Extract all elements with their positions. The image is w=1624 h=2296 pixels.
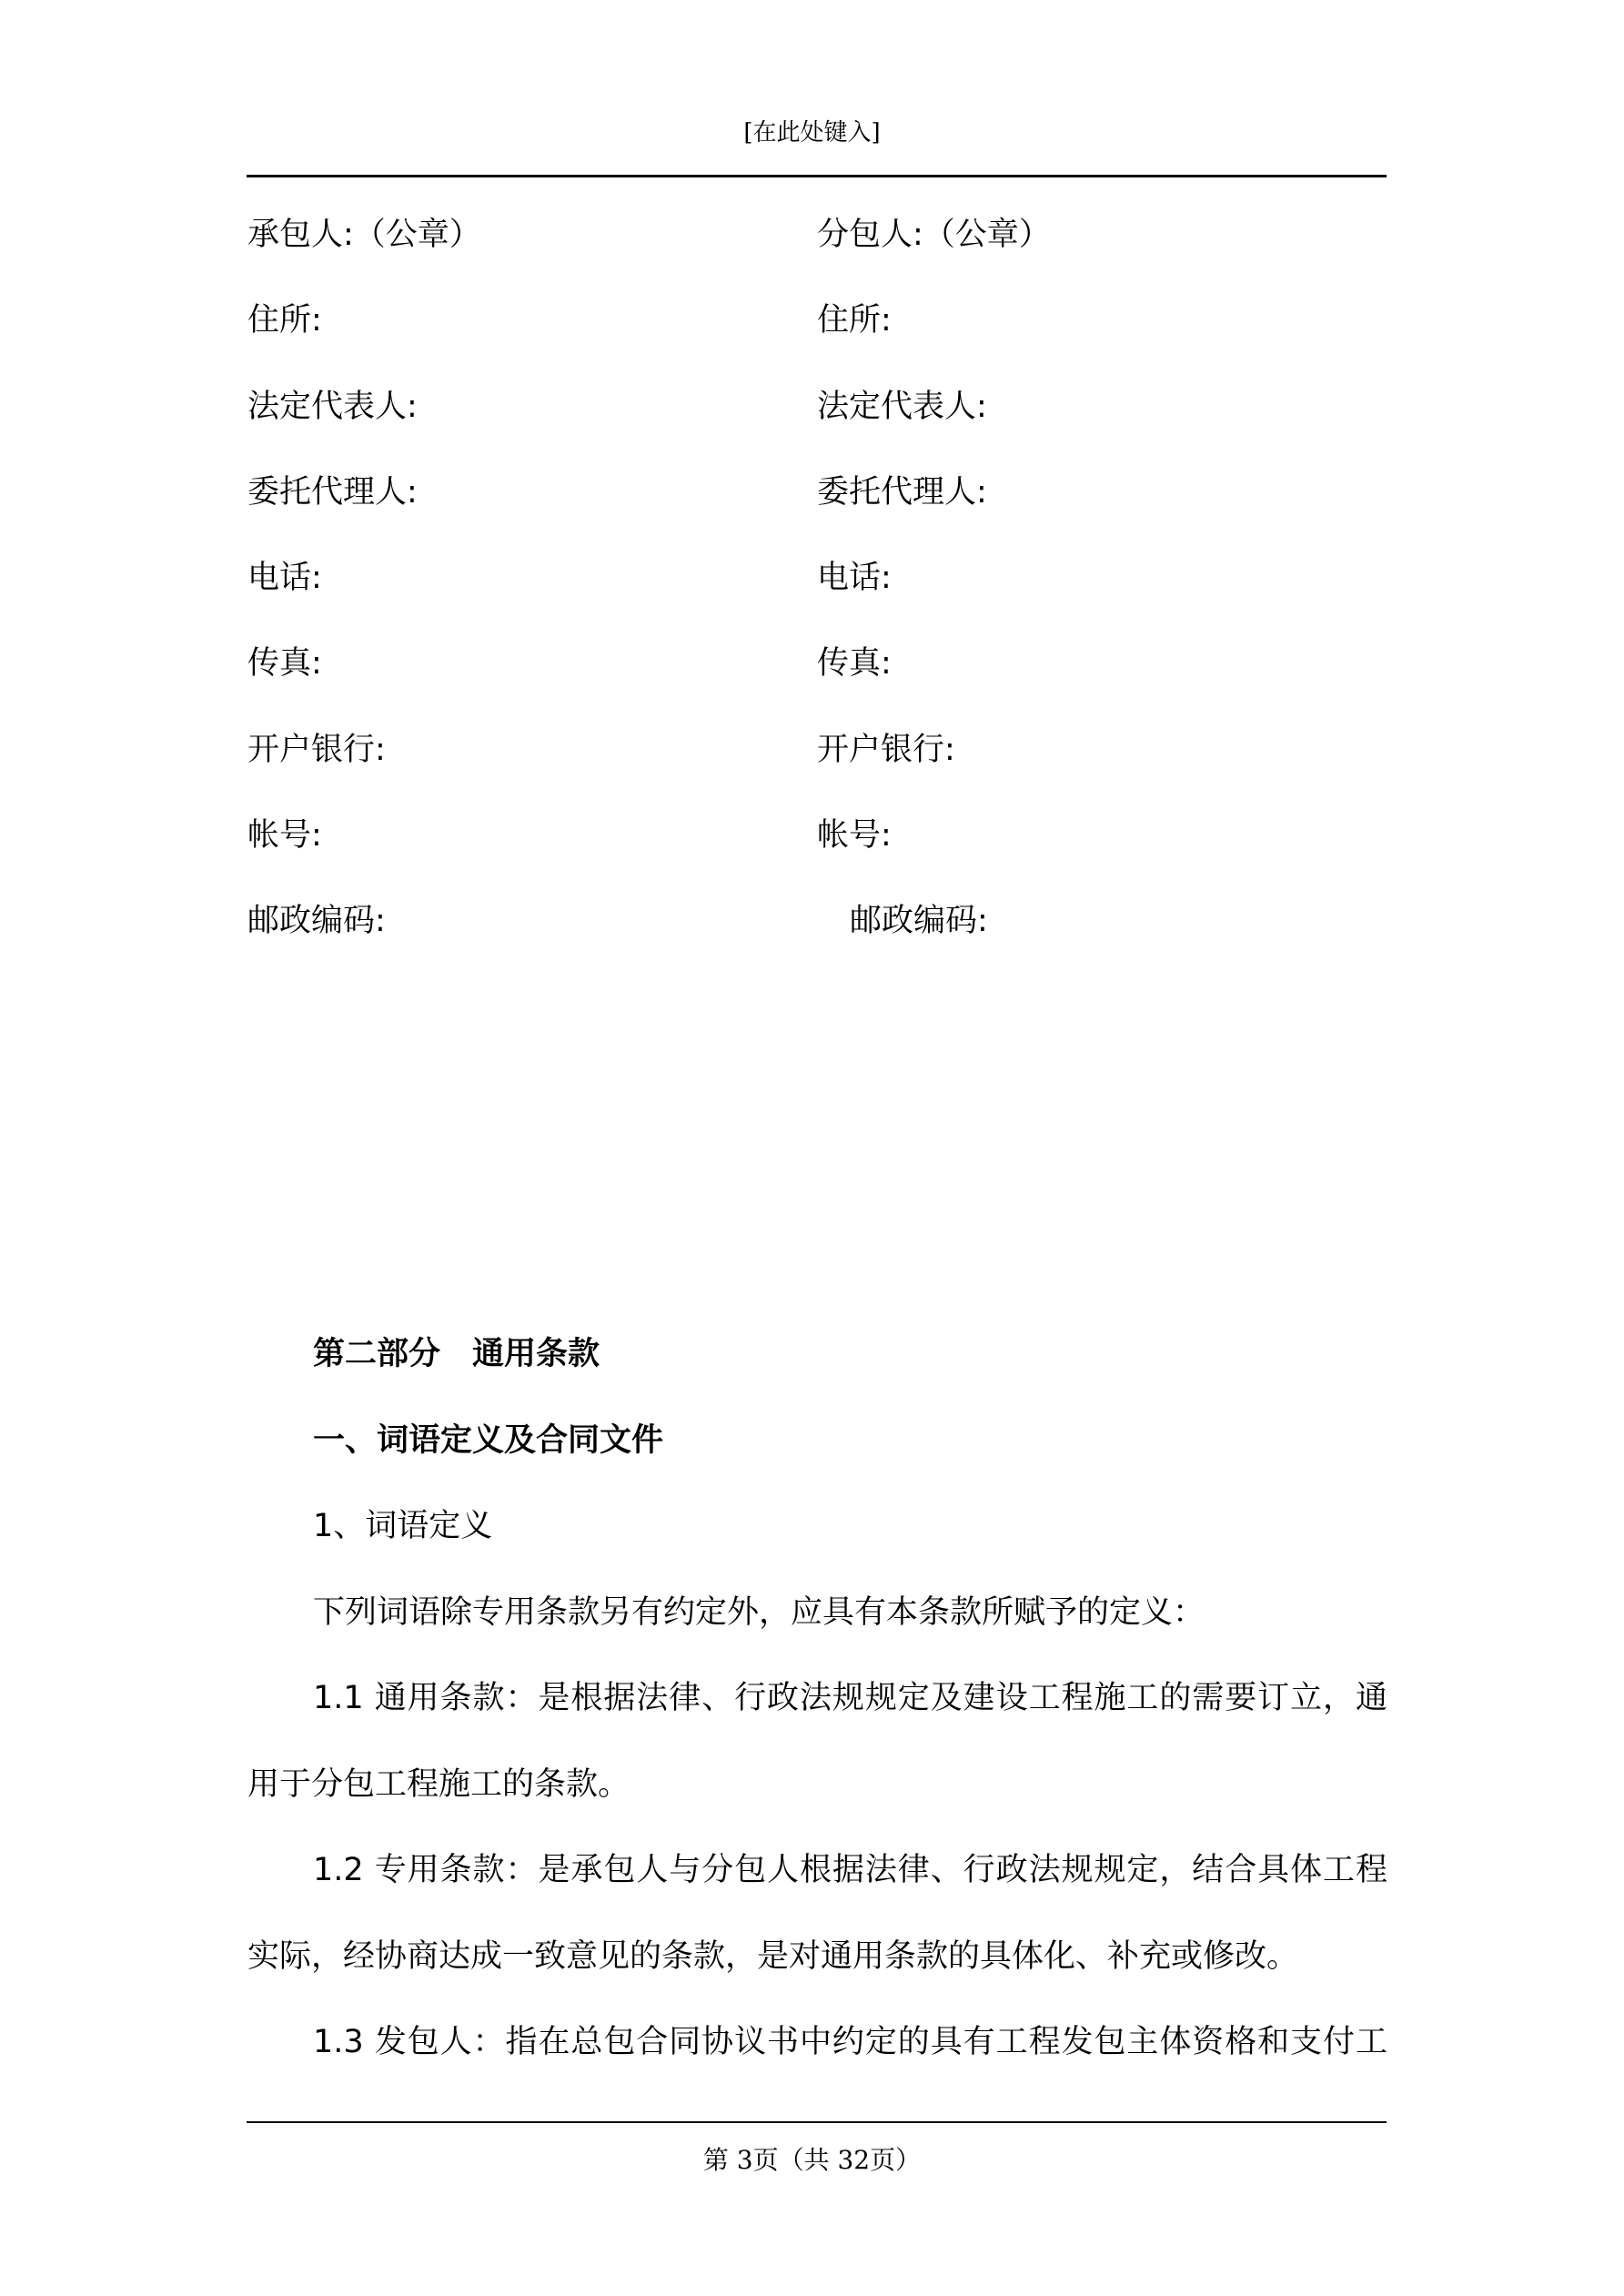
- subcontractor-account-line: 帐号:: [817, 817, 892, 855]
- subcontractor-legal-rep-line: 法定代表人:: [817, 388, 987, 425]
- contractor-legal-rep-line: 法定代表人:: [247, 388, 418, 425]
- subsection-title: 1、词语定义: [313, 1508, 493, 1544]
- page-number: 第 3页（共 32页）: [702, 2145, 922, 2175]
- subcontractor-phone-line: 电话:: [817, 560, 892, 597]
- contractor-postcode-line: 邮政编码:: [247, 903, 386, 940]
- contractor-bank-line: 开户银行:: [247, 731, 386, 768]
- definitions-intro: 下列词语除专用条款另有约定外，应具有本条款所赋予的定义：: [313, 1593, 1205, 1631]
- clause-1-2-line-2: 实际，经协商达成一致意见的条款，是对通用条款的具体化、补充或修改。: [247, 1937, 1299, 1975]
- contractor-signature-block: [247, 215, 481, 987]
- footer-rule: [247, 2121, 1387, 2123]
- clause-1-1-line-2: 用于分包工程施工的条款。: [247, 1765, 630, 1803]
- contractor-seal-line: 承包人:（公章）: [247, 217, 481, 253]
- contractor-address-line: 住所:: [247, 302, 322, 339]
- subcontractor-address-line: 住所:: [817, 302, 892, 339]
- clause-1-3-line-1: 1.3 发包人：指在总包合同协议书中约定的具有工程发包主体资格和支付工: [313, 2024, 1387, 2060]
- section-title: 一、词语定义及合同文件: [313, 1421, 664, 1459]
- header-text: [在此处键入]: [743, 119, 881, 147]
- contractor-fax-line: 传真:: [247, 645, 322, 683]
- contractor-agent-line: 委托代理人:: [247, 473, 418, 511]
- clause-1-2-line-1: 1.2 专用条款：是承包人与分包人根据法律、行政法规规定，结合具体工程: [313, 1852, 1387, 1888]
- contractor-account-line: 帐号:: [247, 817, 322, 855]
- subcontractor-bank-line: 开户银行:: [817, 731, 955, 768]
- subcontractor-fax-line: 传真:: [817, 645, 892, 683]
- subcontractor-postcode-line: 邮政编码:: [850, 903, 988, 940]
- header-rule: [247, 175, 1387, 177]
- subcontractor-seal-line: 分包人:（公章）: [817, 217, 1051, 253]
- subcontractor-agent-line: 委托代理人:: [817, 473, 987, 511]
- general-terms-body: [247, 1334, 1387, 2109]
- subcontractor-signature-block: [817, 215, 1051, 987]
- part-title: 第二部分 通用条款: [313, 1336, 600, 1372]
- clause-1-1-line-1: 1.1 通用条款：是根据法律、行政法规规定及建设工程施工的需要订立，通: [313, 1680, 1387, 1716]
- contractor-phone-line: 电话:: [247, 560, 322, 597]
